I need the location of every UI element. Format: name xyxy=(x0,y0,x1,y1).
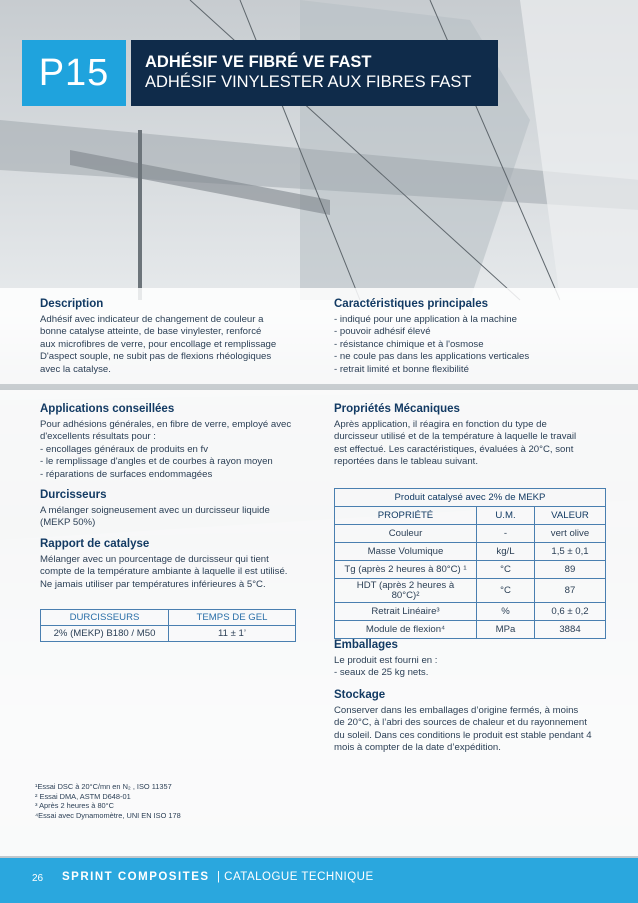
properties-table-header: PROPRIÉTÉ xyxy=(335,507,477,525)
footnote: ⁴Essai avec Dynamomètre, UNI EN ISO 178 xyxy=(35,810,181,820)
table-cell: % xyxy=(477,603,535,621)
product-title-banner xyxy=(131,40,498,106)
gel-table-header: DURCISSEURS xyxy=(41,610,169,626)
applications-line: - le remplissage d'angles et de courbes à rayon moyen xyxy=(40,456,273,468)
packaging-line: - seaux de 25 kg nets. xyxy=(334,667,429,679)
footnote: ² Essai DMA, ASTM D648-01 xyxy=(35,791,131,801)
table-cell: kg/L xyxy=(477,543,535,561)
product-title: ADHÉSIF VE FIBRÉ VE FAST xyxy=(145,53,372,71)
hardeners-heading: Durcisseurs xyxy=(40,489,107,501)
description-section xyxy=(40,297,320,376)
mechanical-heading: Propriétés Mécaniques xyxy=(334,403,460,415)
catalysis-section xyxy=(40,537,322,591)
properties-table-caption: Produit catalysé avec 2% de MEKP xyxy=(335,489,606,507)
table-cell: 89 xyxy=(535,561,606,579)
description-line: avec la catalyse. xyxy=(40,363,111,375)
applications-section xyxy=(40,402,322,481)
description-heading: Description xyxy=(40,298,104,310)
storage-line: de 20°C, à l’abri des sources de chaleur et du rayonnement xyxy=(334,717,587,729)
footnote: ³ Après 2 heures à 80°C xyxy=(35,801,114,810)
hardeners-line: A mélanger soigneusement avec un durcisseur liquide xyxy=(40,505,270,516)
packaging-section xyxy=(334,638,614,680)
catalysis-line: Ne jamais utiliser par températures inférieures à 5°C. xyxy=(40,578,266,590)
packaging-line: Le produit est fourni en : xyxy=(334,655,438,666)
table-cell: Retrait Linéaire³ xyxy=(335,603,477,621)
gel-time-table xyxy=(40,609,296,642)
table-row xyxy=(335,525,606,543)
applications-line: d'excellents résultats pour : xyxy=(40,431,156,443)
table-cell: °C xyxy=(477,561,535,579)
table-cell: °C xyxy=(477,579,535,603)
table-row xyxy=(335,543,606,561)
table-cell: - xyxy=(477,525,535,543)
page-footer xyxy=(0,858,638,903)
table-cell: Masse Volumique xyxy=(335,543,477,561)
table-cell: Module de flexion⁴ xyxy=(335,621,477,639)
footer-catalogue: | CATALOGUE TECHNIQUE xyxy=(217,871,374,883)
catalysis-heading: Rapport de catalyse xyxy=(40,538,150,550)
table-cell: 1,5 ± 0,1 xyxy=(535,543,606,561)
page-number: 26 xyxy=(32,873,44,884)
characteristics-heading: Caractéristiques principales xyxy=(334,298,489,310)
table-cell: MPa xyxy=(477,621,535,639)
storage-line: du soleil. Dans ces conditions le produit est stable pendant 4 xyxy=(334,729,592,741)
properties-table-header: U.M. xyxy=(477,507,535,525)
mechanical-line: reportées dans le tableau suivant. xyxy=(334,456,478,468)
characteristics-line: - retrait limité et bonne flexibilité xyxy=(334,363,469,375)
description-line: aux microfibres de verre, pour encollage et remplissage xyxy=(40,338,277,350)
mechanical-line: Après application, il réagira en fonction du type de xyxy=(334,419,547,430)
table-row xyxy=(335,603,606,621)
footnotes xyxy=(35,782,181,820)
table-cell: Tg (après 2 heures à 80°C) ¹ xyxy=(335,561,477,579)
description-line: D'aspect souple, ne subit pas de flexions rhéologiques xyxy=(40,351,272,363)
product-subtitle: ADHÉSIF VINYLESTER AUX FIBRES FAST xyxy=(145,73,472,91)
table-cell: Couleur xyxy=(335,525,477,543)
table-row xyxy=(335,561,606,579)
mechanical-line: durcisseur utilisé et de la température à laquelle le travail xyxy=(334,431,577,443)
storage-line: mois à compter de la date d’expédition. xyxy=(334,742,501,754)
properties-table-header: VALEUR xyxy=(535,507,606,525)
table-cell: 87 xyxy=(535,579,606,603)
table-cell: vert olive xyxy=(535,525,606,543)
properties-table xyxy=(334,488,606,639)
applications-line: - encollages généraux de produits en fv xyxy=(40,443,208,455)
applications-line: Pour adhésions générales, en fibre de verre, employé avec xyxy=(40,419,292,430)
characteristics-line: - résistance chimique et à l'osmose xyxy=(334,338,484,350)
footer-brand: SPRINT COMPOSITES xyxy=(62,871,210,883)
storage-line: Conserver dans les emballages d’origine fermés, à moins xyxy=(334,705,579,716)
storage-heading: Stockage xyxy=(334,689,386,701)
packaging-heading: Emballages xyxy=(334,639,398,651)
applications-heading: Applications conseillées xyxy=(40,403,175,415)
description-line: Adhésif avec indicateur de changement de couleur a xyxy=(40,314,264,325)
applications-line: - réparations de surfaces endommagées xyxy=(40,468,213,480)
characteristics-section xyxy=(334,297,614,376)
catalysis-line: compte de la température ambiante à laquelle il est utilisé. xyxy=(40,566,288,578)
characteristics-line: - pouvoir adhésif élevé xyxy=(334,326,431,338)
hardeners-section xyxy=(40,488,322,530)
mechanical-section xyxy=(334,402,614,469)
table-row xyxy=(335,579,606,603)
characteristics-line: - indiqué pour une application à la machine xyxy=(334,314,517,325)
gel-table-header: TEMPS DE GEL xyxy=(169,610,296,626)
description-line: bonne catalyse atteinte, de base vinylester, renforcé xyxy=(40,326,262,338)
characteristics-line: - ne coule pas dans les applications verticales xyxy=(334,351,530,363)
gel-table-cell: 2% (MEKP) B180 / M50 xyxy=(41,626,169,642)
storage-section xyxy=(334,688,614,755)
hardeners-line: (MEKP 50%) xyxy=(40,517,96,529)
gel-table-cell: 11 ± 1’ xyxy=(169,626,296,642)
product-code-badge: P15 xyxy=(22,40,126,106)
table-row xyxy=(335,621,606,639)
mechanical-line: est effectué. Les caractéristiques, évaluées à 20°C, sont xyxy=(334,443,574,455)
table-cell: 0,6 ± 0,2 xyxy=(535,603,606,621)
table-cell: 3884 xyxy=(535,621,606,639)
catalysis-line: Mélanger avec un pourcentage de durcisseur qui tient xyxy=(40,554,269,565)
table-cell: HDT (après 2 heures à 80°C)² xyxy=(335,579,477,603)
footnote: ¹Essai DSC à 20°C/mn en N₂ , ISO 11357 xyxy=(35,782,172,791)
